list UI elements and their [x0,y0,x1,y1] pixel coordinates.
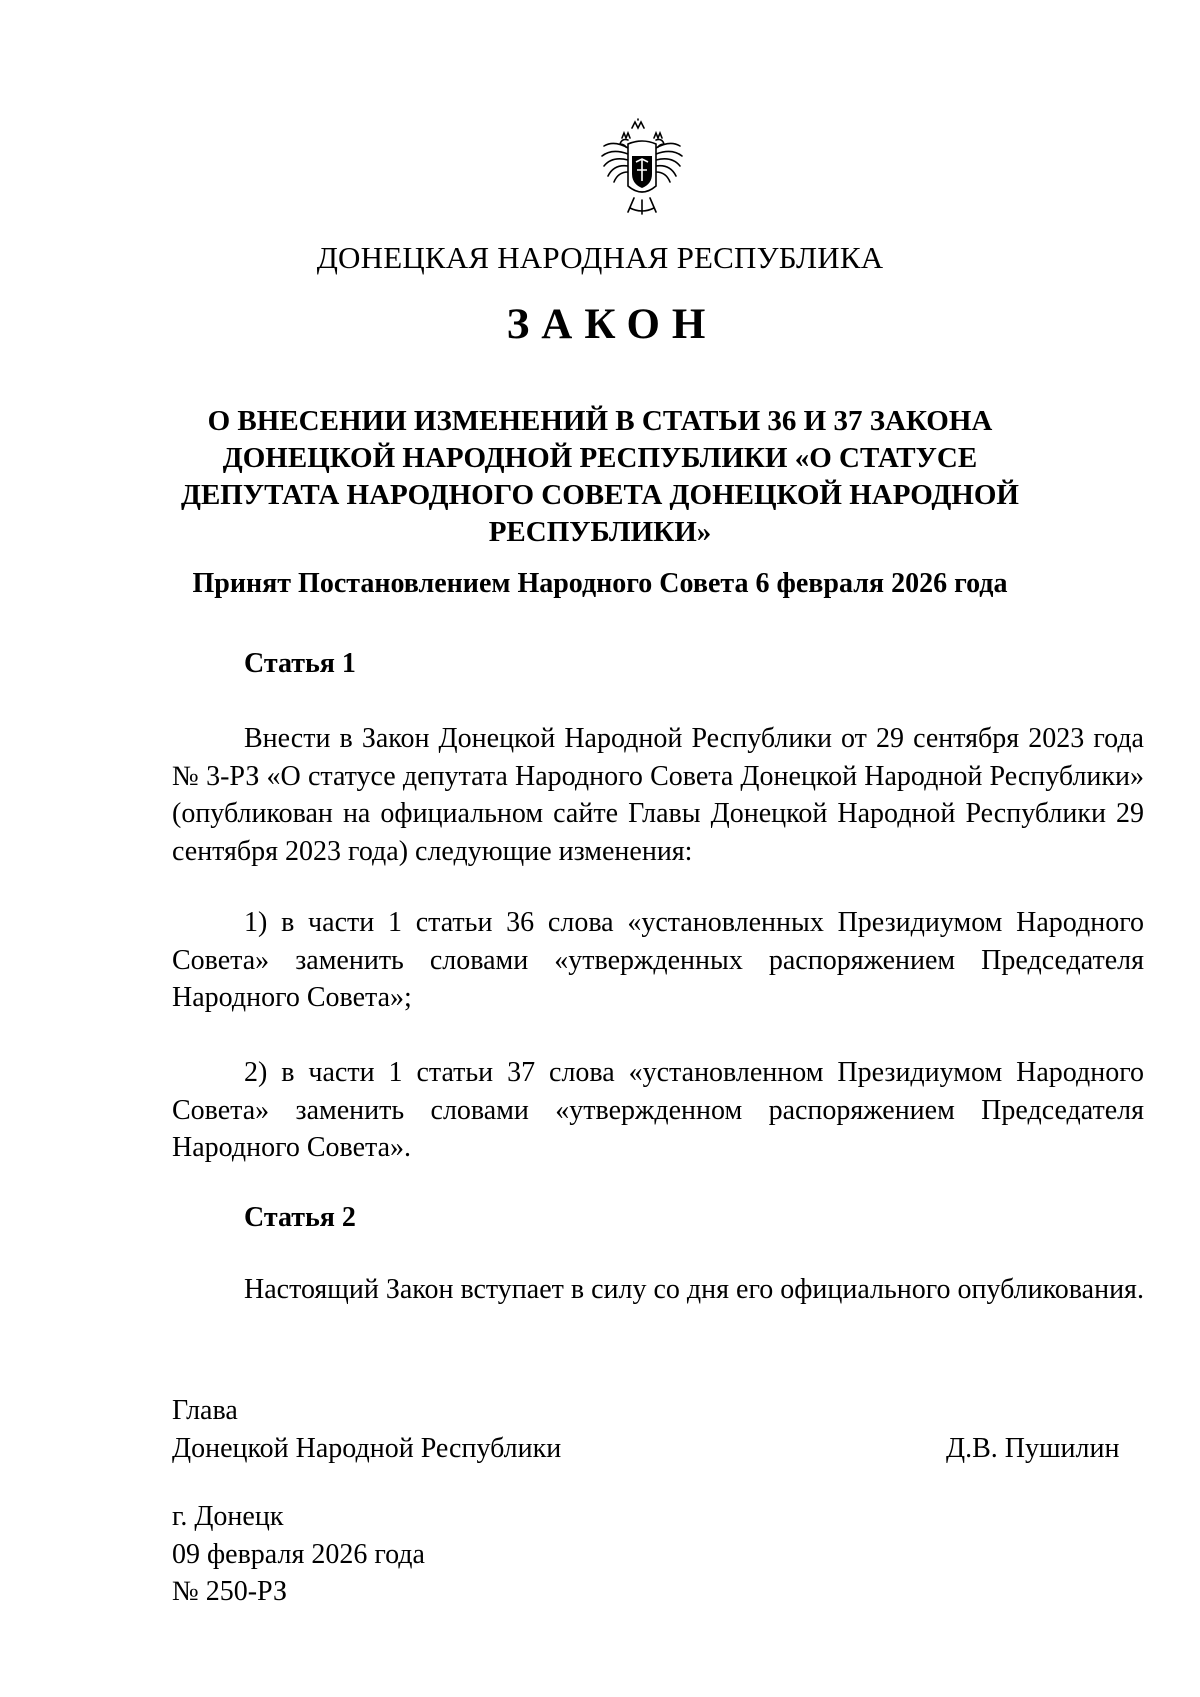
signatory-position-line-1: Глава [172,1395,238,1426]
article-1-heading: Статья 1 [244,648,356,679]
article-1-item-1: 1) в части 1 статьи 36 слова «установленных Президиумом Народного Совета» заменить словами «утвержденных распоряжением Председателя Народного Совета»; [172,907,1144,1013]
signatory-position-line-2: Донецкой Народной Республики [172,1432,562,1464]
article-1-intro: Внести в Закон Донецкой Народной Республики от 29 сентября 2023 года № 3-РЗ «О статусе депутата Народного Совета Донецкой Народной Республики» (опубликован на официальном сайте Главы Донецкой Народной Республики 29 сентября 2023 года) следующие изменения: [172,723,1144,867]
signing-date: 09 февраля 2026 года [172,1538,425,1570]
article-2-heading: Статья 2 [244,1202,356,1233]
article-2-text: Настоящий Закон вступает в силу со дня его официального опубликования. [244,1274,1144,1305]
signatory-position [172,1392,561,1467]
signatory-name: Д.В. Пушилин [946,1432,1120,1464]
law-number: № 250-РЗ [172,1576,287,1607]
republic-name: ДОНЕЦКАЯ НАРОДНАЯ РЕСПУБЛИКА [316,240,884,275]
article-1-item-2: 2) в части 1 статьи 37 слова «установленном Президиумом Народного Совета» заменить словами «утвержденном распоряжением Председателя Народного Совета». [172,1057,1144,1163]
law-title: О ВНЕСЕНИИ ИЗМЕНЕНИЙ В СТАТЬИ 36 И 37 ЗАКОНА ДОНЕЦКОЙ НАРОДНОЙ РЕСПУБЛИКИ «О СТАТУСЕ ДЕПУТАТА НАРОДНОГО СОВЕТА ДОНЕЦКОЙ НАРОДНОЙ РЕСПУБЛИКИ» [181,405,1019,548]
city: г. Донецк [172,1501,284,1532]
place-date-number [172,1498,425,1611]
document-type: ЗАКОН [506,301,718,348]
coat-of-arms-icon [598,118,686,218]
adoption-note: Принят Постановлением Народного Совета 6 февраля 2026 года [192,568,1008,599]
